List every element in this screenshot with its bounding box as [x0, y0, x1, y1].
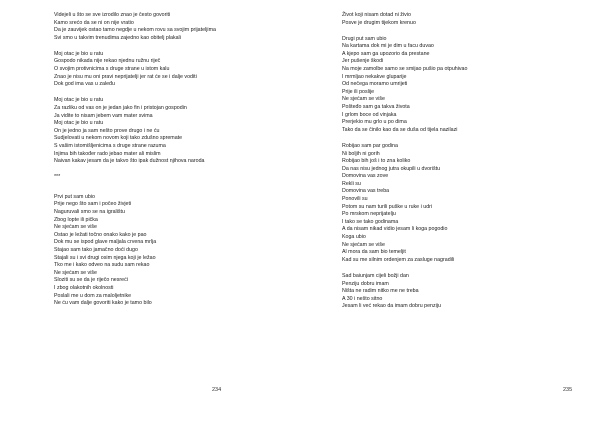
poem-line: Naivan kakav jesam da je takvo što ipak dužnost njihova naroda: [54, 158, 205, 165]
poem-line: Jer pušenje škodi: [342, 58, 384, 65]
poem-line: A 30 i nešto sitno: [342, 295, 383, 302]
poem-line: Ne ću vam dalje govoriti kako je tamo bilo: [54, 300, 152, 307]
right-page: [300, 0, 600, 423]
poem-line: Videjeli u što se sve izrodilo znao je često govoriti: [54, 12, 171, 18]
poem-line: Moj otac je bio u ratu: [54, 50, 104, 57]
poem-line: I zbog olakotnih okolnosti: [54, 284, 114, 291]
poem-line: Moj otac je bio u ratu: [54, 97, 104, 104]
stanza: [342, 273, 562, 311]
poem-line: Penziju dobru imam: [342, 280, 389, 287]
poem-line: Ja vidite to nisam jebem vam mater svima: [54, 112, 153, 119]
poem-line: Ne sjećam se više: [342, 96, 385, 103]
poem-line: Za razliku od vas on je jedan jako fin i pristojan gospodin: [54, 104, 187, 111]
stanza: [342, 143, 562, 265]
poem-line: Jesam li već rekao da imam dobru penziju: [342, 303, 441, 310]
right-poem-column: [342, 12, 562, 319]
poem-line: Robijao bih još i to zna koliko: [342, 158, 411, 165]
poem-line: Domovina vas zove: [342, 173, 389, 180]
poem-line: Ostao je ležati točno onako kako je pao: [54, 231, 147, 238]
poem-line: Po mrskom neprijatelju: [342, 211, 396, 218]
poem-line: S vašim istomišljenicima s druge strane razuma: [54, 142, 166, 149]
poem-line: Od nečega moramo umrijeti: [342, 81, 408, 88]
poem-line: Ni boljih ni gorih: [342, 150, 380, 157]
poem-line: Sloziti su se da je riječo nesreći: [54, 277, 128, 284]
poem-line: I mrmljao nekakve gluparije: [342, 73, 407, 80]
poem-line: Domovina vas treba: [342, 188, 390, 195]
poem-line: A kjepo sam ga upozorio da prestane: [342, 50, 430, 57]
poem-line: Rekli su: [342, 180, 361, 187]
stanza: [54, 194, 274, 308]
poem-line: Na moje zamolbe samo se smijao pušio pa otpuhivao: [342, 66, 468, 73]
poem-line: Injima bih također rado jebao mater ali mislim: [54, 150, 161, 157]
poem-line: On je jedno ja sam nešto prove drugo i ne ću: [54, 127, 160, 134]
stanza: [342, 12, 562, 27]
right-page-number: 235: [563, 387, 573, 393]
stanza: [54, 174, 274, 182]
section-separator: ***: [54, 174, 61, 181]
poem-line: I grlom boce od vinjaka: [342, 111, 397, 118]
stanza: [54, 12, 274, 42]
poem-line: Zbog lopte ili pička: [54, 216, 98, 223]
poem-line: Gospodo nikada nije rekao njednu ružnu riječ: [54, 58, 161, 65]
poem-line: Kamo srećo da se ni on nije vratio: [54, 19, 134, 26]
poem-line: Tko me i kako odveo na sudu sam rekao: [54, 262, 150, 269]
poem-line: Poslali me u dom za maloljetnike: [54, 292, 132, 299]
poem-line: Ne sjećam se više: [342, 241, 385, 248]
poem-line: Potom su nam turili puške u ruke i udri: [342, 203, 433, 210]
poem-line: I tako se tako godinama: [342, 218, 399, 225]
poem-line: Naguruvali smo se na igralištu: [54, 208, 125, 215]
poem-line: Koga ubio: [342, 234, 366, 241]
poem-line: Posve je drugim tijekom krenuo: [342, 19, 416, 26]
poem-line: Sudjelovati u nekom novom koji tako zdušno spremate: [54, 135, 183, 142]
poem-line: Prvi put sam ubio: [54, 193, 95, 200]
poem-line: Prije nego što sam i počeo živjeti: [54, 201, 132, 208]
poem-line: Svi smo u takvim trenudima zajedno kao obitelj plakali: [54, 34, 181, 41]
poem-line: Moj otac je bio u ratu: [54, 120, 104, 127]
poem-line: Ne sjećam se više: [54, 224, 97, 231]
stanza: [54, 51, 274, 89]
stanza: [342, 36, 562, 135]
poem-line: Kad su me silnim ordenjem za zasluge nagradili: [342, 256, 455, 263]
poem-line: Sad baiunjam cijeli božji dan: [342, 272, 409, 279]
left-page-number: 234: [212, 387, 222, 393]
poem-line: Dok god ima vas u zaleđu: [54, 81, 115, 88]
poem-line: Al mora da sam bio temeljit: [342, 249, 406, 256]
poem-line: A da nisam nikad vidio jesam li koga pogodio: [342, 226, 448, 233]
poem-line: Ne sjećam se više: [54, 269, 97, 276]
poem-line: Drugi put sam ubio: [342, 35, 387, 42]
poem-line: Život koji nisam dotad ni živio: [342, 12, 411, 18]
poem-line: Stajao sam tako jamačno doći dugo: [54, 246, 138, 253]
poem-line: Da nas nisu jednog jutra okupili u dvorištu: [342, 165, 441, 172]
poem-line: Prije ili poslije: [342, 88, 375, 95]
poem-line: Ponovili su: [342, 196, 368, 203]
poem-line: Dok mu se ispod glave maljala crvena mrlja: [54, 239, 157, 246]
stanza: [54, 97, 274, 165]
left-poem-column: [54, 12, 274, 316]
poem-line: Robijao sam par godina: [342, 142, 398, 149]
poem-line: Na kartama dok mi je dim u facu duvao: [342, 43, 434, 50]
poem-line: Znao je nisu mu oni pravi neprijatelji jer rat će se i dalje voditi: [54, 73, 197, 80]
poem-line: Da je zauvijek ostao tamo negdje u nekom rovu sa svojim prijateljima: [54, 27, 216, 34]
poem-line: Tako da se činilo kao da se duša od tijela nazilazi: [342, 126, 458, 133]
poem-line: Ništa ne radim nitko me ne treba: [342, 288, 419, 295]
poem-line: Prerjekio mu grlo u po dima: [342, 119, 407, 126]
poem-line: Stajali su i svi drugi osim njega koji je ležao: [54, 254, 156, 261]
poem-line: Pošteđo sam ga takva života: [342, 104, 410, 111]
poem-line: O svojim protivnicima s druge strane u istom kalu: [54, 66, 170, 73]
